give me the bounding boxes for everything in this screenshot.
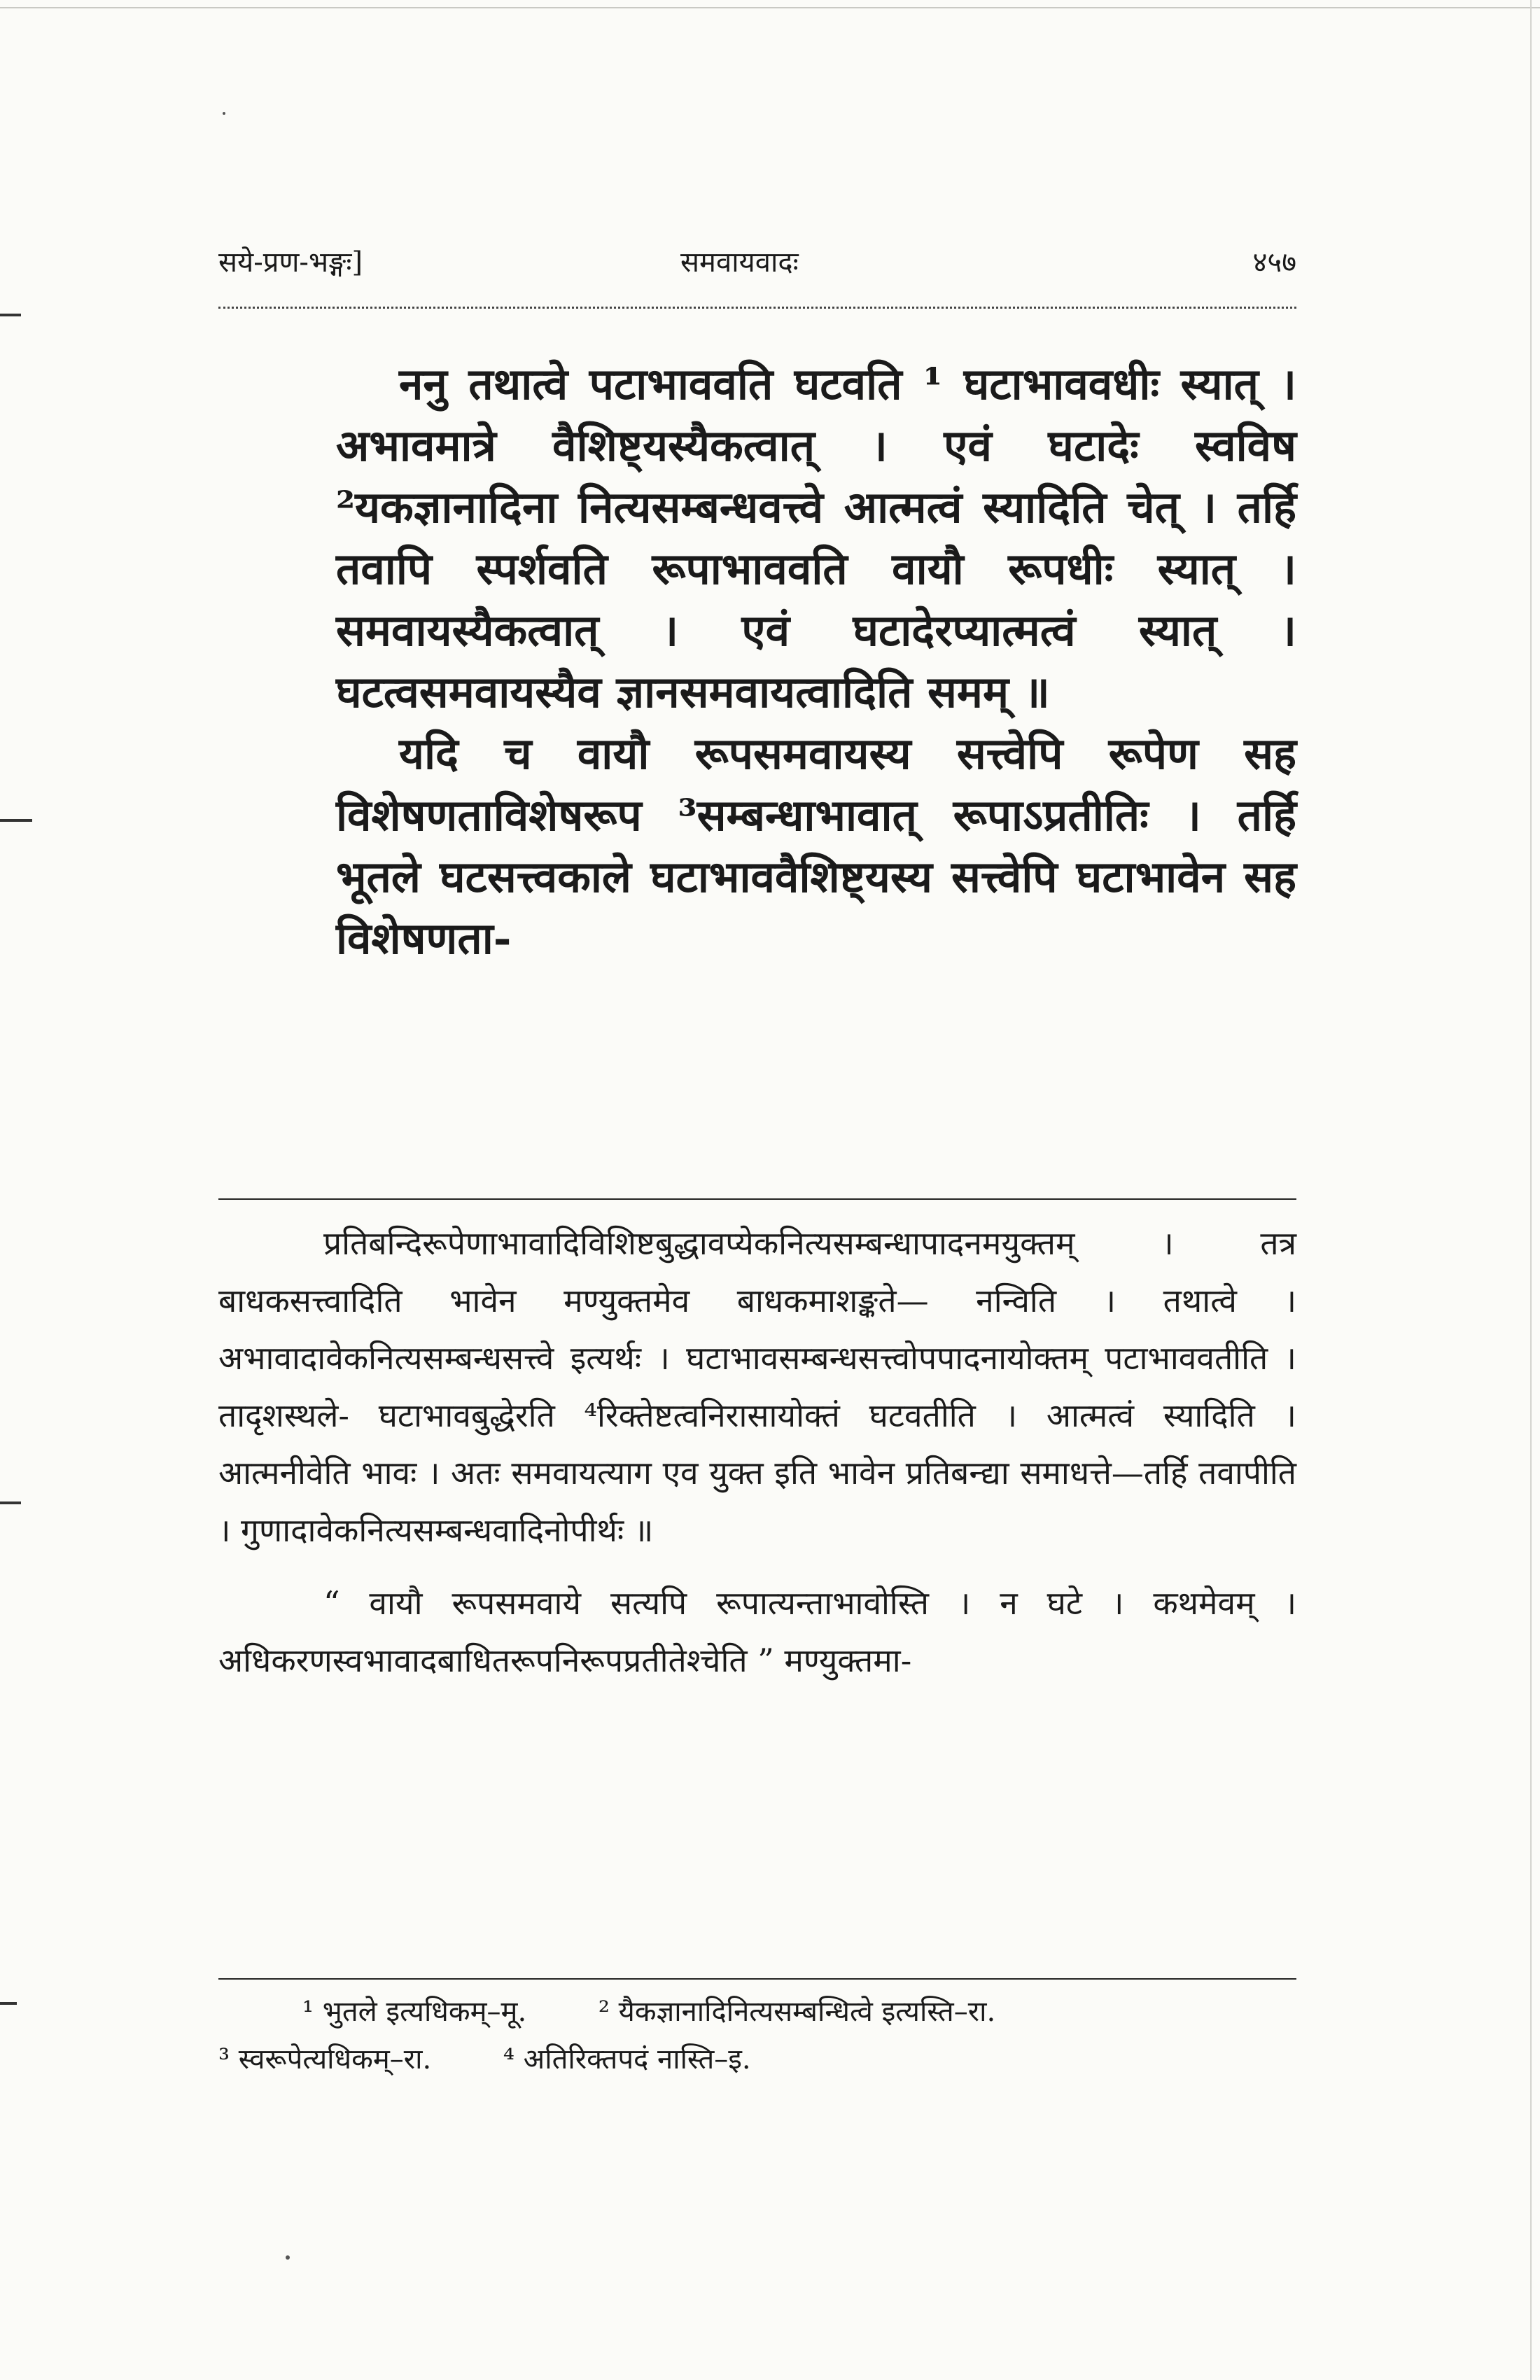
- footnote-row: [218, 1988, 1296, 2036]
- binding-mark: [0, 1502, 21, 1504]
- header-rule: [218, 307, 1296, 309]
- footnote: ² यैकज्ञानादिनित्यसम्बन्धित्वे इत्यस्ति–रा.: [598, 1996, 996, 2028]
- ink-speck: [223, 112, 225, 115]
- footnote: ³ स्वरूपेत्यधिकम्–रा.: [218, 2043, 432, 2076]
- page-top-edge: [0, 0, 1540, 8]
- binding-mark: [0, 2002, 17, 2005]
- footnote: ¹ भुतले इत्यधिकम्–मू.: [302, 1996, 527, 2028]
- section-divider: [218, 1198, 1296, 1200]
- main-text: [336, 354, 1296, 969]
- page-number: ४५७: [1252, 246, 1296, 279]
- ink-speck: [286, 2255, 290, 2260]
- commentary: [218, 1214, 1296, 1689]
- commentary-paragraph: “ वायौ रूपसमवाये सत्यपि रूपात्यन्ताभावोस्ति । न घटे । कथमेवम् । अधिकरणस्वभावादबाधितरूपनिरूपप्रतीतेश्चेति ” मण्युक्तमा-: [218, 1584, 1296, 1679]
- footnotes: [218, 1988, 1296, 2083]
- binding-mark: [0, 819, 32, 822]
- footnote-divider: [218, 1978, 1296, 1980]
- binding-mark: [0, 314, 21, 316]
- footnote-row: [218, 2036, 1296, 2083]
- header-section-title: सये-प्रण-भङ्गः]: [218, 246, 363, 279]
- commentary-paragraph: प्रतिबन्दिरूपेणाभावादिविशिष्टबुद्धावप्येकनित्यसम्बन्धापादनमयुक्तम् । तत्र बाधकसत्त्वादिति भावेन मण्युक्तमेव बाधकमाशङ्कते— नन्विति । तथात्वे । अभावादावेकनित्यसम्बन्धसत्त्वे इत्यर्थः । घटाभावसम्बन्धसत्त्वोपपादनायोक्तम् पटाभाववतीति । तादृशस्थले- घटाभावबुद्धेरति ⁴रिक्तेष्टत्वनिरासायोक्तं घटवतीति । आत्मत्वं स्यादिति । आत्मनीवेति भावः । अतः समवायत्याग एव युक्त इति भावेन प्रतिबन्द्या समाधत्ते—तर्हि तवापीति । गुणादावेकनित्यसम्बन्धवादिनोपीर्थः ॥: [218, 1224, 1296, 1549]
- main-paragraph: यदि च वायौ रूपसमवायस्य सत्त्वेपि रूपेण सह विशेषणताविशेषरूप ³सम्बन्धाभावात् रूपाऽप्रतीतिः । तर्हि भूतले घटसत्त्वकाले घटाभाववैशिष्ट्यस्य सत्त्वेपि घटाभावेन सह विशेषणता-: [336, 728, 1296, 964]
- header-chapter-title: समवायवादः: [680, 246, 799, 279]
- footnote: ⁴ अतिरिक्तपदं नास्ति–इ.: [503, 2043, 751, 2076]
- running-header: [218, 241, 1296, 290]
- main-paragraph: ननु तथात्वे पटाभाववति घटवति ¹ घटाभाववधीः स्यात् । अभावमात्रे वैशिष्ट्यस्यैकत्वात् । एवं घटादेः स्वविष ²यकज्ञानादिना नित्यसम्बन्धवत्त्वे आत्मत्वं स्यादिति चेत् । तर्हि तवापि स्पर्शवति रूपाभाववति वायौ रूपधीः स्यात् । समवायस्यैकत्वात् । एवं घटादेरप्यात्मत्वं स्यात् । घटत्वसमवायस्यैव ज्ञानसमवायत्वादिति समम् ॥: [336, 358, 1296, 718]
- page-right-edge: [1530, 0, 1532, 2380]
